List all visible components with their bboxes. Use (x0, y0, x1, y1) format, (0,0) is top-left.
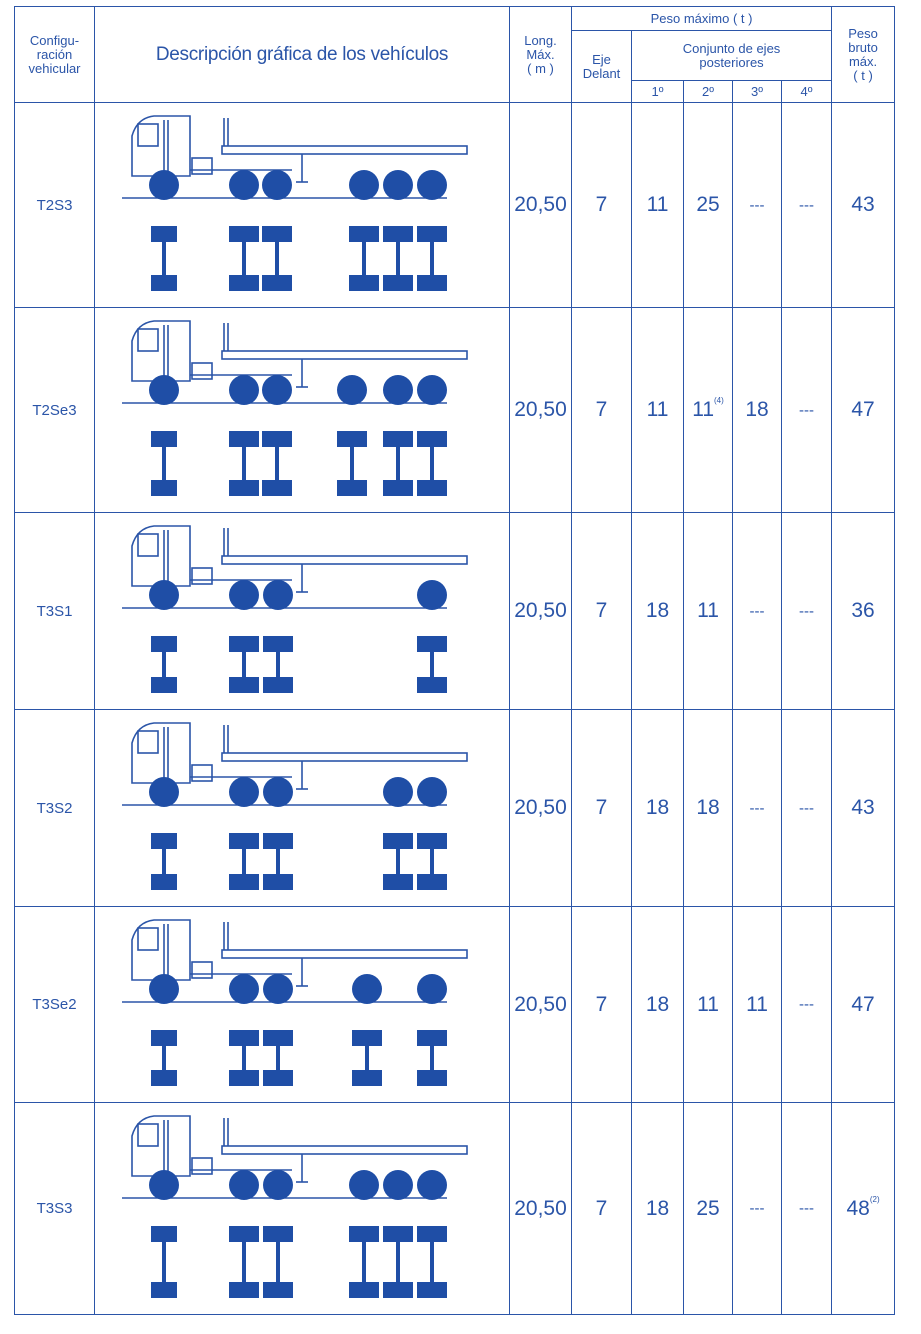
axle-group-2-cell (684, 308, 733, 513)
axle-group-3-cell-value: --- (749, 602, 765, 620)
axle-group-3-cell-value: 11 (746, 992, 768, 1016)
axle-group-3-cell (733, 907, 782, 1103)
front-axle-cell-value: 7 (595, 193, 608, 216)
axle-group-4-cell-value: --- (799, 196, 815, 214)
axle-group-1-cell (632, 308, 684, 513)
axle-group-4-cell-value: --- (799, 996, 815, 1013)
header-description: Descripción gráfica de los vehículos (95, 7, 510, 103)
axle-group-4-cell (782, 513, 832, 710)
axle-group-1-cell-value: 18 (645, 599, 670, 622)
vehicle-weight-table (14, 6, 895, 1315)
front-axle-cell-value: 7 (595, 992, 608, 1016)
axle-group-2-cell (684, 710, 733, 907)
gross-weight-cell (832, 308, 895, 513)
axle-group-2-cell (684, 907, 733, 1103)
gross-weight-cell-value: 47 (851, 398, 875, 421)
config-cell (15, 1103, 95, 1315)
axle-group-2-cell (684, 513, 733, 710)
axle-group-1-cell-value: 18 (645, 1196, 670, 1220)
axle-group-2-cell-value: 18 (696, 796, 720, 819)
axle-group-3-cell (733, 1103, 782, 1315)
vehicle-diagram (102, 910, 502, 1100)
gross-weight-cell-footnote: (2) (869, 1194, 880, 1204)
axle-group-4-cell (782, 710, 832, 907)
gross-weight-cell-value: 43 (851, 193, 875, 216)
axle-group-2-cell-value: 25 (696, 193, 720, 216)
config-cell-value: T3S2 (36, 799, 73, 817)
axle-group-4-cell-value: --- (799, 602, 815, 620)
config-cell-value: T2S3 (36, 196, 73, 214)
vehicle-diagram-cell (95, 907, 510, 1103)
front-axle-cell-value: 7 (595, 398, 608, 421)
header-peso-bruto: Peso bruto máx. ( t ) (832, 7, 895, 103)
table-row (15, 907, 895, 1103)
axle-group-1-cell-value: 18 (645, 796, 670, 819)
vehicle-diagram (102, 516, 502, 707)
config-cell (15, 103, 95, 308)
vehicle-diagram-cell (95, 1103, 510, 1315)
gross-weight-cell-value: 36 (851, 599, 875, 622)
table-row (15, 1103, 895, 1315)
header-eje-delant: Eje Delant (572, 31, 632, 103)
length-cell (510, 710, 572, 907)
length-cell-value: 20,50 (514, 599, 567, 622)
vehicle-diagram-cell (95, 308, 510, 513)
axle-group-1-cell (632, 710, 684, 907)
length-cell-value: 20,50 (514, 398, 567, 421)
header-axle-group-4: 4º (782, 81, 832, 103)
vehicle-diagram-cell (95, 710, 510, 907)
config-cell-value: T3S1 (36, 602, 73, 620)
length-cell (510, 907, 572, 1103)
axle-group-1-cell-value: 11 (646, 398, 669, 421)
axle-group-2-cell-value: 11 (697, 992, 719, 1016)
length-cell-value: 20,50 (514, 796, 567, 819)
front-axle-cell (572, 103, 632, 308)
length-cell (510, 103, 572, 308)
axle-group-2-cell (684, 103, 733, 308)
config-cell (15, 710, 95, 907)
axle-group-4-cell-value: --- (799, 799, 815, 817)
axle-group-1-cell-value: 11 (646, 193, 669, 216)
axle-group-3-cell-value: 18 (745, 398, 769, 421)
axle-group-2-cell-value: 11 (692, 398, 715, 421)
axle-group-4-cell (782, 1103, 832, 1315)
header-axle-group-1: 1º (632, 81, 684, 103)
gross-weight-cell-value: 48 (846, 1196, 870, 1220)
axle-group-3-cell-value: --- (749, 196, 765, 214)
length-cell-value: 20,50 (514, 193, 567, 216)
axle-group-1-cell-value: 18 (645, 992, 670, 1016)
axle-group-3-cell (733, 103, 782, 308)
axle-group-1-cell (632, 1103, 684, 1315)
gross-weight-cell (832, 513, 895, 710)
gross-weight-cell (832, 1103, 895, 1315)
config-cell-value: T3S3 (36, 1200, 73, 1217)
axle-group-1-cell (632, 103, 684, 308)
axle-group-4-cell-value: --- (799, 401, 815, 419)
header-axle-group-3: 3º (733, 81, 782, 103)
axle-group-2-cell (684, 1103, 733, 1315)
vehicle-diagram-cell (95, 103, 510, 308)
vehicle-diagram (102, 311, 502, 510)
axle-group-2-cell-footnote: (4) (714, 396, 724, 405)
gross-weight-cell-value: 43 (851, 796, 875, 819)
front-axle-cell (572, 907, 632, 1103)
gross-weight-cell (832, 710, 895, 907)
config-cell (15, 513, 95, 710)
axle-group-4-cell (782, 103, 832, 308)
header-config: Configu- ración vehicular (15, 7, 95, 103)
table-row (15, 308, 895, 513)
gross-weight-cell (832, 103, 895, 308)
config-cell (15, 308, 95, 513)
length-cell (510, 1103, 572, 1315)
vehicle-diagram (102, 106, 502, 305)
length-cell-value: 20,50 (514, 992, 567, 1016)
table-row (15, 103, 895, 308)
table-row (15, 513, 895, 710)
axle-group-4-cell (782, 907, 832, 1103)
vehicle-diagram (102, 1106, 502, 1312)
vehicle-diagram-cell (95, 513, 510, 710)
front-axle-cell (572, 308, 632, 513)
front-axle-cell-value: 7 (595, 599, 608, 622)
front-axle-cell (572, 710, 632, 907)
vehicle-diagram (102, 713, 502, 904)
axle-group-3-cell (733, 308, 782, 513)
axle-group-3-cell (733, 513, 782, 710)
config-cell-value: T3Se2 (32, 996, 77, 1013)
axle-group-3-cell (733, 710, 782, 907)
length-cell-value: 20,50 (514, 1196, 567, 1220)
axle-group-3-cell-value: --- (749, 799, 765, 817)
config-cell-value: T2Se3 (32, 401, 77, 419)
axle-group-1-cell (632, 907, 684, 1103)
table-row (15, 710, 895, 907)
header-conjunto: Conjunto de ejes posteriores (632, 31, 832, 81)
axle-group-4-cell-value: --- (799, 1200, 815, 1217)
length-cell (510, 308, 572, 513)
header-peso-maximo: Peso máximo ( t ) (572, 7, 832, 31)
axle-group-3-cell-value: --- (749, 1200, 765, 1217)
front-axle-cell-value: 7 (595, 1196, 608, 1220)
axle-group-4-cell (782, 308, 832, 513)
front-axle-cell (572, 1103, 632, 1315)
gross-weight-cell-value: 47 (851, 992, 875, 1016)
axle-group-2-cell-value: 25 (696, 1196, 720, 1220)
config-cell (15, 907, 95, 1103)
front-axle-cell (572, 513, 632, 710)
header-length: Long. Máx. ( m ) (510, 7, 572, 103)
axle-group-1-cell (632, 513, 684, 710)
axle-group-2-cell-value: 11 (697, 599, 719, 622)
front-axle-cell-value: 7 (595, 796, 608, 819)
gross-weight-cell (832, 907, 895, 1103)
header-axle-group-2: 2º (684, 81, 733, 103)
length-cell (510, 513, 572, 710)
